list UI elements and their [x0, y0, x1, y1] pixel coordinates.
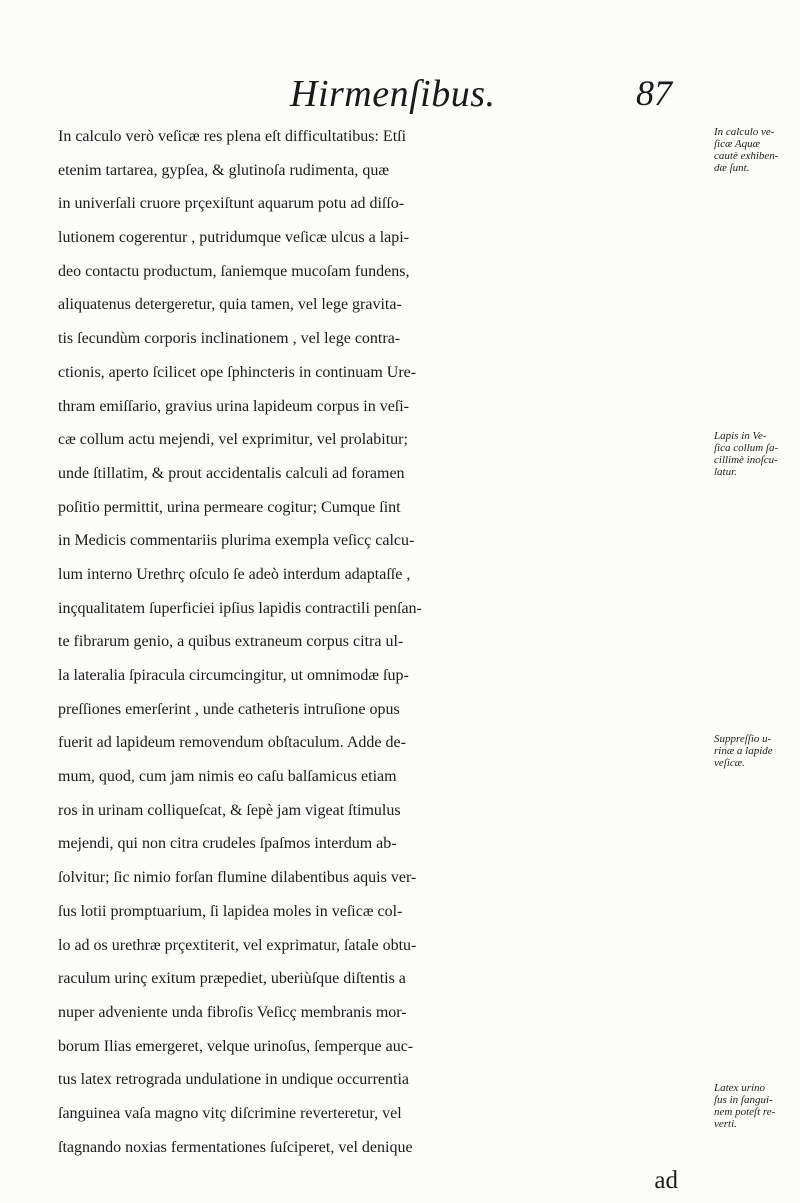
running-title: Hirmenſibus. [290, 73, 496, 115]
margin-note-line: cautè exhiben- [714, 150, 779, 162]
text-line: borum Ilias emergeret, velque urinoſus, ſemperque auc- [58, 1037, 414, 1055]
margin-note-line: rinæ a lapide [714, 745, 773, 757]
margin-note-line: Latex urino [714, 1082, 766, 1094]
body-text [58, 120, 718, 1198]
text-line: ſus lotii promptuarium, ſi lapidea moles in veſicæ col- [58, 902, 403, 920]
text-line: lutionem cogerentur , putridumque veſicæ ulcus a lapi- [58, 229, 410, 247]
margin-note-line: In calculo ve- [714, 126, 775, 138]
text-line: raculum urinç exitum præpediet, uberiùſque diſtentis a [58, 970, 406, 988]
margin-note-line: veſicæ. [714, 757, 745, 769]
text-line: in Medicis commentariis plurima exempla veſicç calcu- [58, 532, 415, 550]
text-line: fuerit ad lapideum removendum obſtaculum. Adde de- [58, 734, 406, 752]
text-line: deo contactu productum, ſaniemque mucoſam fundens, [58, 262, 410, 280]
margin-note-line: latur. [714, 466, 737, 478]
text-line: mum, quod, cum jam nimis eo caſu balſamicus etiam [58, 768, 397, 786]
margin-note-line: dæ ſunt. [714, 162, 750, 174]
text-line: lo ad os urethræ prçextiterit, vel exprimatur, ſatale obtu- [58, 936, 417, 954]
text-line: tus latex retrograda undulatione in undique occurrentia [58, 1071, 409, 1089]
text-line: te fibrarum genio, a quibus extraneum corpus citra ul- [58, 633, 404, 651]
text-line: lum interno Urethrç oſculo ſe adeò interdum adaptaſſe , [58, 565, 411, 583]
catchword: ad [654, 1167, 678, 1195]
text-line: la lateralia ſpiracula circumcingitur, ut omnimodæ ſup- [58, 667, 409, 684]
margin-note [714, 126, 798, 174]
text-line: aliquatenus detergeretur, quia tamen, vel lege gravita- [58, 296, 402, 314]
margin-note [714, 1082, 798, 1130]
margin-note-line: Lapis in Ve- [714, 430, 767, 442]
text-line: in univerſali cruore prçexiſtunt aquarum potu ad diſſo- [58, 195, 405, 213]
text-line: poſitio permittit, urina permeare cogitur; Cumque ſint [58, 498, 401, 516]
text-line: mejendi, qui non citra crudeles ſpaſmos interdum ab- [58, 835, 397, 853]
margin-note-line: ſus in ſangui- [714, 1094, 773, 1106]
margin-note-line: cillimè inoſcu- [714, 454, 778, 466]
text-line: In calculo verò veſicæ res plena eſt difficultatibus: Etſi [58, 128, 407, 145]
text-line: preſſiones emerſerint , unde catheteris intruſione opus [58, 700, 400, 718]
margin-note-line: verti. [714, 1118, 737, 1130]
text-line: ros in urinam colliqueſcat, & ſepè jam vigeat ſtimulus [58, 801, 401, 819]
margin-note-line: nem poteſt re- [714, 1106, 776, 1118]
margin-note [714, 430, 798, 478]
margin-note-line: ſicæ Aquæ [714, 138, 760, 150]
margin-note-line: ſica collum ſa- [714, 442, 779, 454]
text-line: tis ſecundùm corporis inclinationem , vel lege contra- [58, 330, 401, 348]
text-line: ſanguinea vaſa magno vitç diſcrimine reverteretur, vel [58, 1104, 402, 1122]
text-line: cæ collum actu mejendi, vel exprimitur, vel prolabitur; [58, 431, 408, 449]
margin-note [714, 733, 798, 769]
margin-note-line: Suppreſſio u- [714, 733, 772, 745]
text-line: ctionis, aperto ſcilicet ope ſphincteris in continuam Ure- [58, 363, 417, 381]
text-line: ſolvitur; ſic nimio forſan flumine dilabentibus aquis ver- [58, 869, 417, 887]
text-line: unde ſtillatim, & prout accidentalis calculi ad foramen [58, 464, 405, 482]
text-line: nuper adveniente unda fibroſis Veſicç membranis mor- [58, 1003, 407, 1021]
text-line: etenim tartarea, gypſea, & glutinoſa rudimenta, quæ [58, 161, 390, 179]
text-line: thram emiſſario, gravius urina lapideum corpus in veſi- [58, 397, 410, 415]
text-line: ſtagnando noxias fermentationes ſuſciperet, vel denique [58, 1138, 413, 1156]
page-number: 87 [636, 73, 672, 113]
text-line: inçqualitatem ſuperficiei ipſius lapidis contractili penſan- [58, 599, 422, 617]
